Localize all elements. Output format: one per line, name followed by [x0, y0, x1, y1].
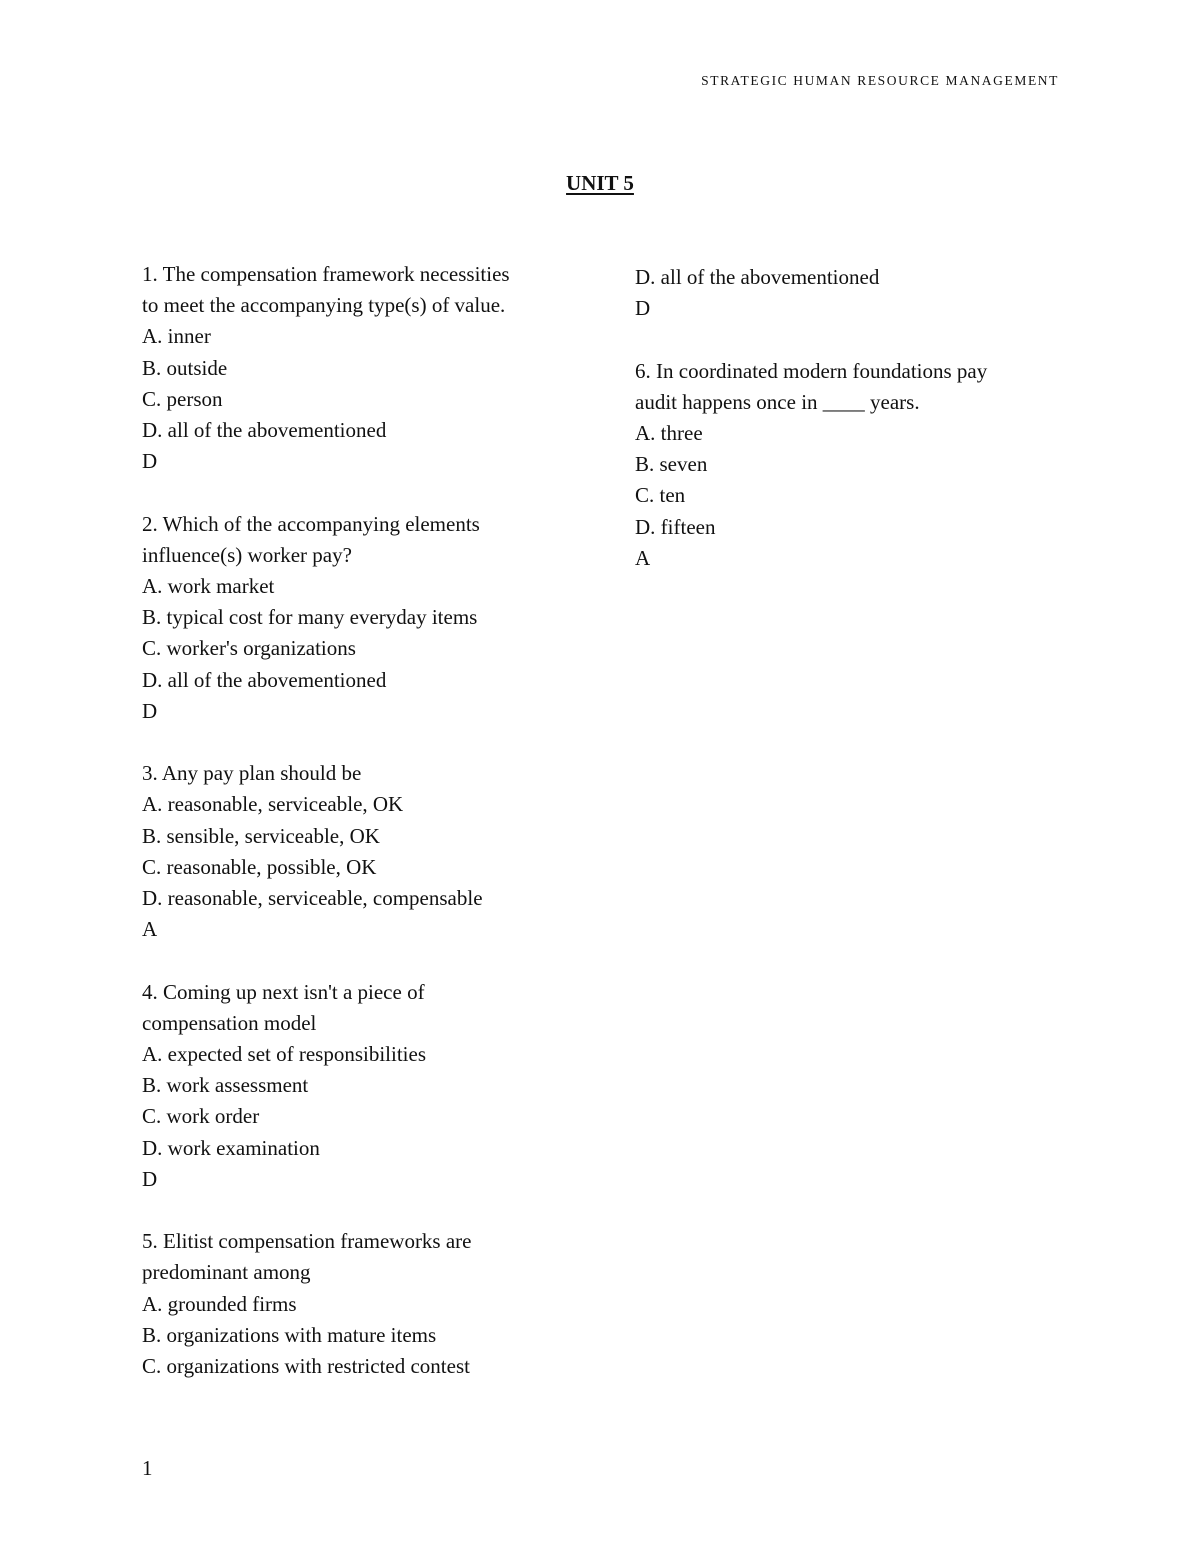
question-4-option-a: A. expected set of responsibilities	[142, 1042, 427, 1067]
question-2-option-a: A. work market	[142, 574, 275, 599]
question-2-option-b: B. typical cost for many everyday items	[142, 605, 478, 630]
question-1-option-a: A. inner	[142, 324, 211, 349]
question-3-option-b: B. sensible, serviceable, OK	[142, 823, 380, 848]
question-1-line-2: to meet the accompanying type(s) of value.	[142, 293, 506, 318]
question-4-line-1: 4. Coming up next isn't a piece of	[142, 979, 425, 1004]
question-1	[142, 259, 592, 477]
question-2-option-c: C. worker's organizations	[142, 636, 356, 661]
question-1-answer: D	[142, 449, 158, 474]
question-1-line-1: 1. The compensation framework necessities	[142, 262, 510, 286]
question-2-answer: D	[142, 698, 158, 723]
question-1-option-b: B. outside	[142, 355, 228, 380]
question-6-option-d: D. fifteen	[635, 514, 716, 539]
question-5	[142, 1226, 592, 1382]
question-6-line-2: audit happens once in ____ years.	[635, 389, 920, 414]
question-2	[142, 509, 592, 727]
question-6-option-c: C. ten	[635, 483, 686, 508]
question-2-option-d: D. all of the abovementioned	[142, 667, 387, 692]
question-3	[142, 758, 592, 945]
question-4-answer: D	[142, 1166, 158, 1191]
page-number: 1	[142, 1456, 153, 1480]
question-2-line-1: 2. Which of the accompanying elements	[142, 511, 480, 536]
question-5-line-2: predominant among	[142, 1260, 311, 1285]
question-6-line-1: 6. In coordinated modern foundations pay	[635, 358, 988, 383]
question-3-option-d: D. reasonable, serviceable, compensable	[142, 886, 483, 911]
question-4-option-d: D. work examination	[142, 1135, 320, 1160]
question-2-line-2: influence(s) worker pay?	[142, 542, 352, 567]
question-5-option-d: D. all of the abovementioned	[635, 265, 880, 289]
question-4-option-c: C. work order	[142, 1104, 260, 1129]
question-3-answer: A	[142, 917, 158, 942]
question-5-option-c: C. organizations with restricted contest	[142, 1354, 470, 1379]
question-5-answer: D	[635, 296, 651, 321]
question-6	[635, 356, 1055, 574]
question-5-option-a: A. grounded firms	[142, 1291, 297, 1316]
question-6-option-b: B. seven	[635, 452, 708, 477]
question-3-option-c: C. reasonable, possible, OK	[142, 854, 377, 879]
question-6-option-a: A. three	[635, 421, 703, 445]
question-4-option-b: B. work assessment	[142, 1073, 309, 1098]
question-4-line-2: compensation model	[142, 1010, 317, 1035]
question-5-continuation	[635, 262, 1055, 324]
right-column	[635, 262, 1055, 605]
question-4	[142, 977, 592, 1195]
question-3-line-1: 3. Any pay plan should be	[142, 761, 362, 786]
question-3-option-a: A. reasonable, serviceable, OK	[142, 792, 404, 817]
left-column	[142, 259, 592, 1413]
question-5-option-b: B. organizations with mature items	[142, 1322, 437, 1347]
question-5-line-1: 5. Elitist compensation frameworks are	[142, 1229, 472, 1254]
question-1-option-d: D. all of the abovementioned	[142, 418, 387, 443]
question-1-option-c: C. person	[142, 386, 223, 411]
running-header: STRATEGIC HUMAN RESOURCE MANAGEMENT	[701, 73, 1059, 88]
unit-title: UNIT 5	[566, 171, 634, 195]
question-6-answer: A	[635, 545, 651, 570]
